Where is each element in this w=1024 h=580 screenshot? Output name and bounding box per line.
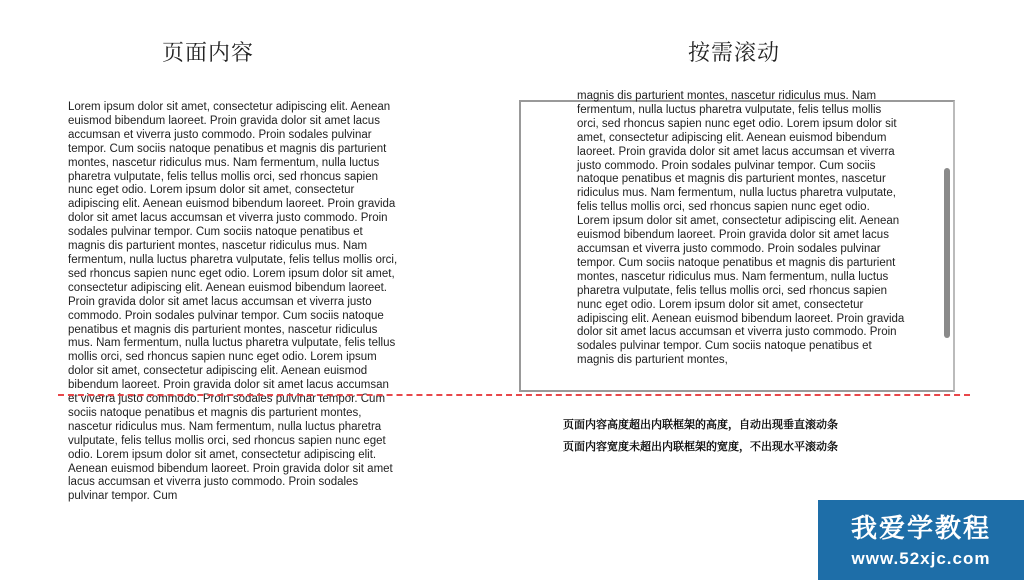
horizontal-scroll-note: 页面内容宽度未超出内联框架的宽度，不出现水平滚动条 <box>563 440 838 453</box>
frame-height-divider-line <box>58 394 970 396</box>
inline-frame-content: magnis dis parturient montes, nascetur ridiculus mus. Nam fermentum, nulla luctus pharetra vulputate, felis tellus mollis orci, sed rhoncus sapien nunc eget odio. Lorem ipsum dolor sit amet, consectetur adipiscing elit. Aenean euismod bibendum laoreet. Proin gravida dolor sit amet lacus accumsan et viverra justo commodo. Proin sodales pulvinar tempor. Cum sociis natoque penatibus et magnis dis parturient montes, nascetur ridiculus mus. Nam fermentum, nulla luctus pharetra vulputate, felis tellus mollis orci, sed rhoncus sapien nunc eget odio. Lorem ipsum dolor sit amet, consectetur adipiscing elit. Aenean euismod bibendum laoreet. Proin gravida dolor sit amet lacus accumsan et viverra justo commodo. Proin sodales pulvinar tempor. Cum sociis natoque penatibus et magnis dis parturient montes, nascetur ridiculus mus. Nam fermentum, nulla luctus pharetra vulputate, felis tellus mollis orci, sed rhoncus sapien nunc eget odio. Lorem ipsum dolor sit amet, consectetur adipiscing elit. Aenean euismod bibendum laoreet. Proin gravida dolor sit amet lacus accumsan et viverra justo commodo. Proin sodales pulvinar tempor. Cum sociis natoque penatibus et magnis dis parturient montes, <box>577 90 905 367</box>
inline-frame[interactable] <box>519 90 955 392</box>
vertical-scrollbar-thumb[interactable] <box>944 168 950 338</box>
vertical-scrollbar[interactable] <box>941 102 953 390</box>
scroll-on-demand-heading: 按需滚动 <box>688 41 781 66</box>
vertical-scroll-note: 页面内容高度超出内联框架的高度，自动出现垂直滚动条 <box>563 418 838 431</box>
page-content-heading: 页面内容 <box>162 41 255 66</box>
watermark-title: 我爱学教程 <box>850 514 991 544</box>
watermark-url: www.52xjc.com <box>851 549 991 568</box>
full-page-content: Lorem ipsum dolor sit amet, consectetur adipiscing elit. Aenean euismod bibendum laoreet. Proin gravida dolor sit amet lacus accumsan et viverra justo commodo. Proin sodales pulvinar tempor. Cum sociis natoque penatibus et magnis dis parturient montes, nascetur ridiculus mus. Nam fermentum, nulla luctus pharetra vulputate, felis tellus mollis orci, sed rhoncus sapien nunc eget odio. Lorem ipsum dolor sit amet, consectetur adipiscing elit. Aenean euismod bibendum laoreet. Proin gravida dolor sit amet lacus accumsan et viverra justo commodo. Proin sodales pulvinar tempor. Cum sociis natoque penatibus et magnis dis parturient montes, nascetur ridiculus mus. Nam fermentum, nulla luctus pharetra vulputate, felis tellus mollis orci, sed rhoncus sapien nunc eget odio. Lorem ipsum dolor sit amet, consectetur adipiscing elit. Aenean euismod bibendum laoreet. Proin gravida dolor sit amet lacus accumsan et viverra justo commodo. Proin sodales pulvinar tempor. Cum sociis natoque penatibus et magnis dis parturient montes, nascetur ridiculus mus. Nam fermentum, nulla luctus pharetra vulputate, felis tellus mollis orci, sed rhoncus sapien nunc eget odio. Lorem ipsum dolor sit amet, consectetur adipiscing elit. Aenean euismod bibendum laoreet. Proin gravida dolor sit amet lacus accumsan et viverra justo commodo. Proin sodales pulvinar tempor. Cum sociis natoque penatibus et magnis dis parturient montes, nascetur ridiculus mus. Nam fermentum, nulla luctus pharetra vulputate, felis tellus mollis orci, sed rhoncus sapien nunc eget odio. Lorem ipsum dolor sit amet, consectetur adipiscing elit. Aenean euismod bibendum laoreet. Proin gravida dolor sit amet lacus accumsan et viverra justo commodo. Proin sodales pulvinar tempor. Cum <box>68 101 398 503</box>
site-watermark-logo <box>818 500 1024 580</box>
